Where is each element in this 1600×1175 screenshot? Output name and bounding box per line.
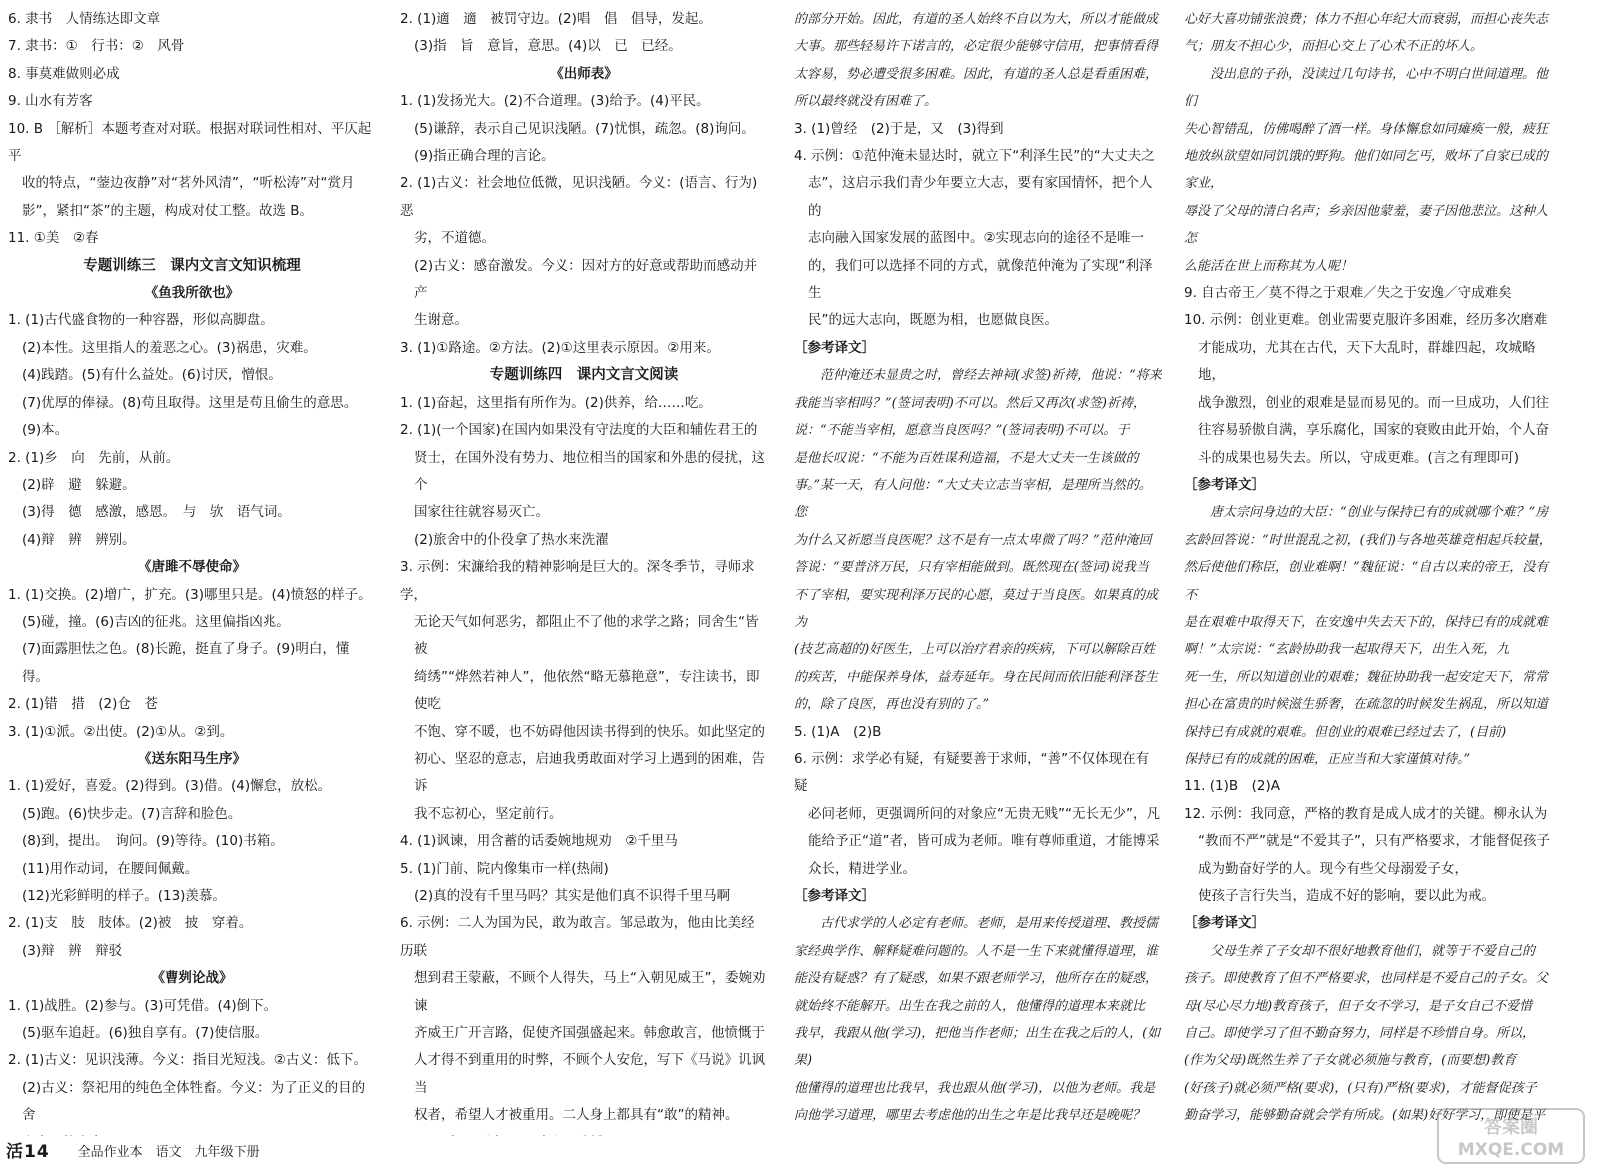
- answer-line: 1. (1)奋起，这里指有所作为。(2)供养，给……吃。: [400, 394, 712, 411]
- translation-line: 勤奋学习，能够勤奋就会学有所成。(如果)好好学习，即使是平: [1184, 1108, 1546, 1124]
- translation-line: 我能当宰相吗？”(签词表明)不可以。然后又再次(求签)祈祷，: [794, 395, 1146, 411]
- answer-line: 人才得不到重用的时弊，不顾个人安危，写下《马说》讥讽当: [414, 1052, 765, 1096]
- translation-line: 没出息的子孙，没读过几句诗书，心中不明白世间道理。他们: [1184, 66, 1549, 110]
- answer-line: 成为勤奋好学的人。现今有些父母溺爱子女，: [1198, 860, 1468, 877]
- translation-line: 父母生养了子女却不很好地教育他们，就等于不爱自己的: [1184, 943, 1536, 959]
- translation-line: 唐太宗问身边的大臣：“创业与保持已有的成就哪个难？”房: [1184, 505, 1549, 521]
- answer-line: (3)指 旨 意旨，意思。(4)以 已 已经。: [414, 38, 682, 55]
- translation-line: 地放纵欲望如同饥饿的野狗。他们如同乞丐，败坏了自家已成的家业，: [1184, 149, 1549, 192]
- column-1: [8, 6, 376, 1136]
- answer-line: (9)本。: [22, 422, 69, 439]
- translation-line: 古代求学的人必定有老师。老师，是用来传授道理、教授儒: [794, 916, 1159, 932]
- translation-line: 孩子。即使教育了但不严格要求，也同样是不爱自己的子女。父: [1184, 971, 1549, 987]
- translation-line: 事。”某一天，有人问他：“大丈夫立志当宰相，是理所当然的。您: [794, 477, 1152, 521]
- answer-line: (2)本性。这里指人的羞恶之心。(3)祸患，灾难。: [22, 339, 317, 356]
- answer-line: 11. (1)B (2)A: [1184, 778, 1281, 795]
- translation-line: 辱没了父母的清白名声；乡亲因他蒙羞，妻子因他悲泣。这种人怎: [1184, 203, 1549, 247]
- answer-line: (2)旅舍中的仆役拿了热水来洗濯: [414, 531, 609, 548]
- translation-line: 为什么又祈愿当良医呢？这不是有一点太卑微了吗？”范仲淹回: [794, 532, 1152, 548]
- answer-line: 3. (1)①路途。②方法。(2)①这里表示原因。②用来。: [400, 339, 720, 356]
- answer-line: 初心、坚忍的意志，启迪我勇敢面对学习上遇到的困难，告诉: [414, 750, 765, 795]
- answer-line: 往容易骄傲自满，享乐腐化，国家的衰败由此开始，个人奋: [1198, 422, 1549, 439]
- answer-line: 1. (1)交换。(2)增广，扩充。(3)哪里只是。(4)愤怒的样子。: [8, 586, 372, 603]
- answer-line: 9. 山水有芳客: [8, 93, 93, 110]
- answer-line: 想到君王蒙蔽，不顾个人得失，马上“入朝见威王”，委婉劝谏: [414, 970, 766, 1014]
- answer-line: (2)真的没有千里马吗？其实是他们真不识得千里马啊: [414, 888, 731, 904]
- translation-line: (作为父母)既然生养了子女就必须施与教育，(而要想)教育: [1184, 1053, 1517, 1069]
- watermark-icon: [1436, 1107, 1586, 1165]
- translation-line: 大事。那些轻易许下诺言的，必定很少能够守信用，把事情看得: [794, 39, 1159, 55]
- section-heading: 专题训练三 课内文言文知识梳理: [83, 257, 301, 274]
- answer-line: 2. (1)支 肢 肢体。(2)被 披 穿着。: [8, 915, 253, 932]
- translation-line: 气；朋友不担心少，而担心交上了心术不正的坏人。: [1184, 39, 1484, 55]
- page-number-tag: 活14: [6, 1142, 50, 1163]
- translation-line: 我早，我跟从他(学习)，把他当作老师；出生在我之后的人，(如果): [794, 1026, 1161, 1069]
- answer-line: 贤士，在国外没有势力、地位相当的国家和外患的侵扰，这个: [414, 449, 765, 493]
- answer-line: 12. 示例：我同意，严格的教育是成人成才的关键。柳永认为: [1184, 805, 1548, 822]
- answer-line: 3. (1)曾经 (2)于是，又 (3)得到: [794, 120, 1004, 137]
- translation-label: ［参考译文］: [794, 339, 875, 356]
- answer-line: 10. B ［解析］本题考查对对联。根据对联词性相对、平仄起平: [8, 120, 372, 165]
- answer-line: [8, 1130, 376, 1136]
- answer-line: 7. 隶书：① 行书：② 风骨: [8, 38, 185, 55]
- answer-line: 2. (1)適 適 被罚守边。(2)唱 倡 倡导，发起。: [400, 11, 712, 27]
- translation-label: ［参考译文］: [794, 888, 875, 904]
- answer-line: 必问老师，更强调所问的对象应“无贵无贱”“无长无少”，凡: [808, 805, 1160, 822]
- translation-line: 死一生，所以知道创业的艰难；魏征协助我一起安定天下，常常: [1184, 669, 1549, 685]
- translation-line: 是他长叹说：“不能为百姓谋利造福，不是大丈夫一生该做的: [794, 450, 1139, 466]
- answer-line: 2. (1)古义：社会地位低微，见识浅陋。今义：(语言、行为)恶: [400, 175, 758, 219]
- answer-line: 3. 示例：宋濂给我的精神影响是巨大的。深冬季节，寻师求学，: [400, 559, 755, 603]
- answer-line: 1. (1)发扬光大。(2)不合道理。(3)给予。(4)平民。: [400, 93, 710, 110]
- answer-line: (5)碰，撞。(6)吉凶的征兆。这里偏指凶兆。: [22, 613, 290, 630]
- translation-line: 玄龄回答说：“时世混乱之初，(我们)与各地英雄竞相起兵较量，: [1184, 532, 1552, 548]
- answer-line: 国家往往就容易灭亡。: [414, 504, 549, 521]
- translation-line: 么能活在世上而称其为人呢！: [1184, 258, 1354, 274]
- answer-line: 影”，紧扣“茶”的主题，构成对仗工整。故选 B。: [22, 202, 314, 219]
- translation-line: 保持已有成就的艰难。但创业的艰难已经过去了，(目前): [1184, 724, 1507, 740]
- column-4: [1184, 6, 1552, 1136]
- answer-line: 众长，精进学业。: [808, 860, 916, 877]
- answer-line: 1. (1)战胜。(2)参与。(3)可凭借。(4)倒下。: [8, 997, 278, 1014]
- answer-line: 4. 示例：①范仲淹未显达时，就立下“利泽生民”的“大丈夫之: [794, 148, 1155, 165]
- answer-line: (3)辩 辨 辩驳: [22, 942, 123, 959]
- translation-line: 保持已有的成就的困难，正应当和大家谨慎对待。”: [1184, 751, 1471, 767]
- translation-line: 母(尽心尽力地)教育孩子，但子女不学习，是子女自己不爱惜: [1184, 998, 1533, 1014]
- text-title: 《曹刿论战》: [151, 970, 233, 987]
- answer-line: 5. (1)门前、院内像集市一样(热闹): [400, 860, 609, 877]
- answer-line: 10. 示例：创业更难。创业需要克服许多困难，经历多次磨难: [1184, 312, 1548, 329]
- book-title: 全品作业本 语文 九年级下册: [77, 1145, 260, 1161]
- translation-line: 的疾苦，中能保养身体，益寿延年。身在民间而依旧能利泽苍生: [794, 669, 1159, 685]
- answer-line: 志”，这启示我们青少年要立大志，要有家国情怀，把个人的: [808, 175, 1153, 219]
- answer-line: 劣，不道德。: [414, 230, 495, 247]
- answer-line: 11. ①美 ②春: [8, 230, 99, 247]
- watermark-text-bottom: MXQE.COM: [1457, 1140, 1565, 1160]
- translation-line: 说：“不能当宰相，愿意当良医吗？”(签词表明)不可以。于: [794, 423, 1130, 439]
- answer-line: 民”的远大志向，既愿为相，也愿做良医。: [808, 312, 1058, 329]
- translation-line: 家经典学作、解释疑难问题的。人不是一生下来就懂得道理，谁: [794, 943, 1159, 959]
- translation-line: 担心在富贵的时候滋生骄奢，在疏忽的时候发生祸乱，所以知道: [1184, 697, 1549, 713]
- translation-line: 自己。即使学习了但不勤奋努力，同样是不珍惜自身。所以，: [1184, 1026, 1536, 1042]
- translation-line: 就始终不能解开。出生在我之前的人，他懂得的道理本来就比: [794, 998, 1146, 1014]
- answer-line: 3. (1)①派。②出使。(2)①从。②到。: [8, 723, 234, 740]
- translation-label: ［参考译文］: [1184, 915, 1265, 932]
- translation-label: ［参考译文］: [1184, 476, 1265, 493]
- answer-line: (7)优厚的俸禄。(8)苟且取得。这里是苟且偷生的意思。: [22, 394, 358, 411]
- answer-line: (2)古义：感奋激发。今义：因对方的好意或帮助而感动并产: [414, 257, 758, 302]
- translation-line: 答说：“要普济万民，只有宰相能做到。既然现在(签词)说我当: [794, 560, 1149, 576]
- answer-line: 2. (1)(一个国家)在国内如果没有守法度的大臣和辅佐君王的: [400, 422, 758, 439]
- answer-line: 绮绣”“烨然若神人”，他依然“略无慕艳意”，专注读书，即使吃: [414, 668, 760, 713]
- translation-line: 所以最终就没有困难了。: [794, 94, 938, 110]
- answer-line: 8. 事莫难做则必成: [8, 65, 120, 82]
- answer-line: 收的特点，“蓥边夜静”对“茗外风清”，“听松涛”对“赏月: [22, 175, 355, 192]
- text-title: 《鱼我所欲也》: [144, 285, 240, 302]
- translation-line: 的部分开始。因此，有道的圣人始终不自以为大，所以才能做成: [794, 12, 1159, 27]
- translation-line: 不了宰相，要实现利泽万民的心愿，莫过于当良医。如果真的成为: [794, 587, 1159, 630]
- answer-line: 生谢意。: [414, 312, 468, 329]
- answer-line: (12)光彩鲜明的样子。(13)羡慕。: [22, 888, 226, 904]
- text-title: 《送东阳马生序》: [138, 750, 246, 767]
- answer-line: (11)用作动词，在腰间佩戴。: [22, 860, 199, 877]
- answer-line: 无论天气如何恶劣，都阻止不了他的求学之路；同舍生“皆被: [414, 613, 759, 658]
- answer-line: 不饱、穿不暖，也不妨碍他因读书得到的快乐。如此坚定的: [414, 723, 765, 740]
- answer-line: 使孩子言行失当，造成不好的影响，要以此为戒。: [1198, 888, 1495, 904]
- answer-line: (3)得 德 感激，感恩。 与 欤 语气词。: [22, 504, 291, 521]
- answer-line: 5. (1)A (2)B: [794, 723, 882, 740]
- answer-line: 9. 自古帝王／莫不得之于艰难／失之于安逸／守成难矣: [1184, 285, 1512, 302]
- answer-line: “教而不严”就是“不爱其子”，只有严格要求，才能督促孩子: [1198, 833, 1550, 850]
- answer-line: 的，我们可以选择不同的方式，就像范仲淹为了实现“利泽生: [808, 257, 1153, 302]
- answer-line: (7)面露胆怯之色。(8)长跪，挺直了身子。(9)明白，懂得。: [22, 641, 350, 685]
- translation-line: 是在艰难中取得天下，在安逸中失去天下的，保持已有的成就难: [1184, 614, 1549, 630]
- answer-line: 才能成功，尤其在古代，天下大乱时，群雄四起，攻城略地，: [1198, 339, 1536, 384]
- translation-line: 的，除了良医，再也没有别的了。”: [794, 697, 990, 713]
- watermark-text-top: 答案圈: [1484, 1117, 1538, 1138]
- answer-line: (5)跑。(6)快步走。(7)言辞和脸色。: [22, 805, 242, 822]
- translation-line: 能没有疑惑？有了疑惑，如果不跟老师学习，他所存在的疑惑，: [794, 971, 1159, 987]
- answer-line: 1. (1)爱好，喜爱。(2)得到。(3)借。(4)懈怠，放松。: [8, 778, 332, 795]
- translation-line: 啊！”太宗说：“玄龄协助我一起取得天下，出生入死，九: [1184, 642, 1510, 658]
- answer-line: 战争激烈，创业的艰难是显而易见的。而一旦成功，人们往: [1198, 394, 1549, 411]
- answer-line: 权者，希望人才被重用。二人身上都具有“敢”的精神。: [414, 1107, 739, 1124]
- text-title: 《出师表》: [550, 65, 618, 82]
- column-2: [400, 6, 768, 1136]
- section-heading: 专题训练四 课内文言文阅读: [489, 367, 679, 384]
- translation-line: [794, 1130, 1162, 1136]
- answer-line: (4)辩 辨 辨别。: [22, 531, 136, 548]
- translation-line: 太容易，势必遭受很多困难。因此，有道的圣人总是看重困难，: [794, 66, 1159, 82]
- answer-line: 2. (1)错 措 (2)仓 苍: [8, 696, 158, 713]
- answer-line: [400, 1130, 768, 1136]
- answer-line: 6. 示例：二人为国为民，敢为敢言。邹忌敢为，他由比美经历联: [400, 915, 755, 959]
- answer-line: (9)指正确合理的言论。: [414, 148, 555, 165]
- translation-line: 向他学习道理，哪里去考虑他的出生之年是比我早还是晚呢？: [794, 1108, 1146, 1124]
- translation-line: 然后使他们称臣，创业难啊！”魏征说：“自古以来的帝王，没有不: [1184, 560, 1549, 603]
- answer-line: 1. (1)古代盛食物的一种容器，形似高脚盘。: [8, 312, 274, 329]
- answer-line: (2)辟 避 躲避。: [22, 476, 136, 493]
- answer-line: (5)驱车追赶。(6)独自享有。(7)使信服。: [22, 1025, 269, 1042]
- answer-line: 志向融入国家发展的蓝图中。②实现志向的途径不是唯一: [808, 230, 1145, 247]
- answer-line: 4. (1)讽谏，用含蓄的话委婉地规劝 ②千里马: [400, 833, 678, 850]
- answer-line: 6. 隶书 人情练达即文章: [8, 11, 161, 27]
- watermark-logo: [1436, 1107, 1586, 1165]
- answer-line: (8)到，提出。 询问。(9)等待。(10)书箱。: [22, 833, 284, 850]
- translation-line: 范仲淹还未显贵之时，曾经去神祠(求签)祈祷，他说：“将来: [794, 368, 1162, 384]
- page-footer: [0, 1138, 420, 1168]
- answer-line: 2. (1)乡 向 先前，从前。: [8, 449, 180, 466]
- translation-line: (技艺高超的)好医生，上可以治疗君亲的疾病，下可以解除百姓: [794, 642, 1156, 658]
- answer-line: 齐威王广开言路，促使齐国强盛起来。韩愈敢言，他愤慨于: [414, 1025, 765, 1042]
- answer-line: 我不忘初心，坚定前行。: [414, 805, 563, 822]
- answer-line: (2)古义：祭祀用的纯色全体牲畜。今义：为了正义的目的舍: [22, 1079, 366, 1124]
- text-title: 《唐雎不辱使命》: [138, 559, 246, 576]
- column-3: [794, 6, 1162, 1136]
- answer-line: (4)践踏。(5)有什么益处。(6)讨厌，憎恨。: [22, 367, 282, 384]
- answer-line: 2. (1)古义：见识浅薄。今义：指目光短浅。②古义：低下。: [8, 1052, 367, 1069]
- answer-line: 斗的成果也易失去。所以，守成更难。(言之有理即可): [1198, 449, 1520, 466]
- translation-line: (好孩子)就必须严格(要求)，(只有)严格(要求)，才能督促孩子: [1184, 1080, 1537, 1096]
- translation-line: 失心智错乱，仿佛喝醉了酒一样。身体懈怠如同瘫痪一般，疲狂: [1184, 121, 1549, 137]
- answer-line: 6. 示例：求学必有疑，有疑要善于求师，“善”不仅体现在有疑: [794, 750, 1150, 795]
- translation-line: 心好大喜功铺张浪费；体力不担心年纪大而衰弱，而担心丧失志: [1184, 12, 1549, 27]
- answer-line: (5)谦辞，表示自己见识浅陋。(7)忧惧，疏忽。(8)询问。: [414, 120, 755, 137]
- answer-line: 能给予正“道”者，皆可成为老师。唯有尊师重道，才能博采: [808, 833, 1160, 850]
- translation-line: 他懂得的道理也比我早，我也跟从他(学习)，以他为老师。我是: [794, 1080, 1156, 1096]
